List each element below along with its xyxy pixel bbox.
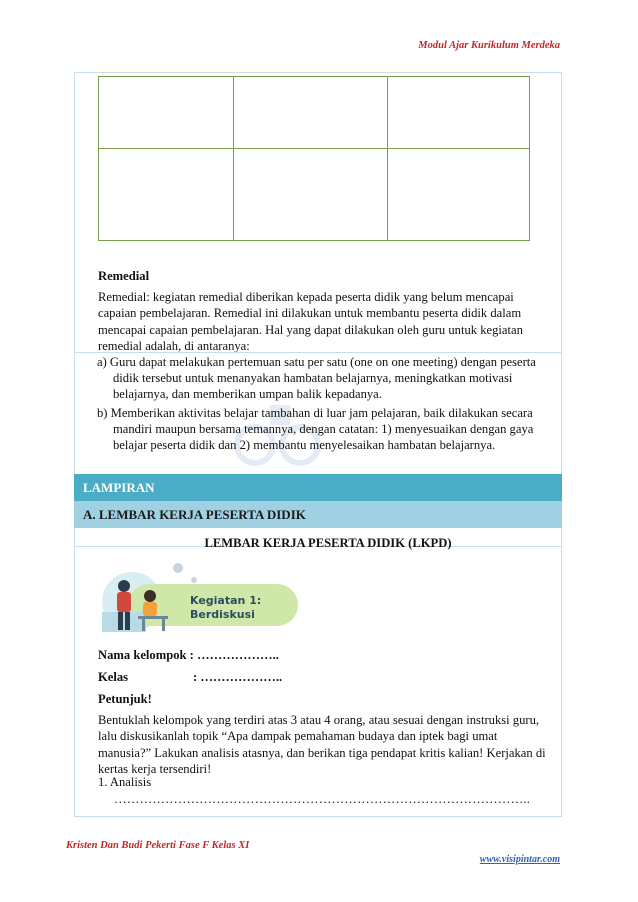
table-cell [388,77,530,149]
table-cell [234,77,388,149]
table-cell [99,77,234,149]
module-header-title: Modul Ajar Kurikulum Merdeka [418,40,560,51]
remedial-item-a: a) Guru dapat melakukan pertemuan satu per satu (one on one meeting) dengan peserta didik tersebut untuk menanyakan hambatan belajarnya, meningkatkan motivasi belajarnya, dan memberikan umpan balik kepadanya. [97,355,536,401]
activity-label [190,594,261,622]
activity-subtitle: Berdiskusi [190,608,255,621]
table-cell [99,149,234,241]
question-1: 1. Analisis [98,775,152,789]
class-label: Kelas [98,670,129,684]
remedial-paragraph: Remedial: kegiatan remedial diberikan kepada peserta didik yang belum mencapai capaian pembelajaran. Remedial ini dilakukan untuk membantu peserta didik dalam mencapai capaian pembelajaran. Hal yang dapat dilakukan oleh guru untuk kegiatan remedial adalah, di antaranya: [98,290,523,354]
activity-title: Kegiatan 1: [190,594,262,607]
lampiran-band: LAMPIRAN [74,474,562,501]
footer-site-link[interactable]: www.visipintar.com [479,854,560,865]
remedial-item-b: b) Memberikan aktivitas belajar tambahan di luar jam pelajaran, baik dilakukan secara mandiri maupun bersama temannya, dengan catatan: 1) menyesuaikan dengan gaya belajar peserta didik dan 2) membantu menyelesaikan hambatan belajarnya. [97,406,534,452]
footer-course: Kristen Dan Budi Pekerti Fase F Kelas XI [66,840,250,851]
instructions-heading: Petunjuk! [98,692,152,706]
remedial-heading: Remedial [98,269,150,283]
group-name-field: Nama kelompok : ……………….. [98,648,279,662]
lkpd-title: LEMBAR KERJA PESERTA DIDIK (LKPD) [204,536,452,550]
instructions-paragraph: Bentuklah kelompok yang terdiri atas 3 atau 4 orang, atau sesuai dengan instruksi guru, lalu diskusikanlah topik “Apa dampak pemahaman budaya dan iptek bagi umat manusia?” Lakukan analisis atasnya, dan berikan tiga pendapat kritis kalian! Kerjakan di kertas kerja tersendiri! [98,713,546,777]
answer-line: …………………………………………………………………………………….. [114,792,531,806]
empty-table [98,76,530,241]
table-cell [388,149,530,241]
class-field: : ……………….. [193,670,283,684]
table-cell [234,149,388,241]
section-lkpd-heading: A. LEMBAR KERJA PESERTA DIDIK [74,501,562,528]
